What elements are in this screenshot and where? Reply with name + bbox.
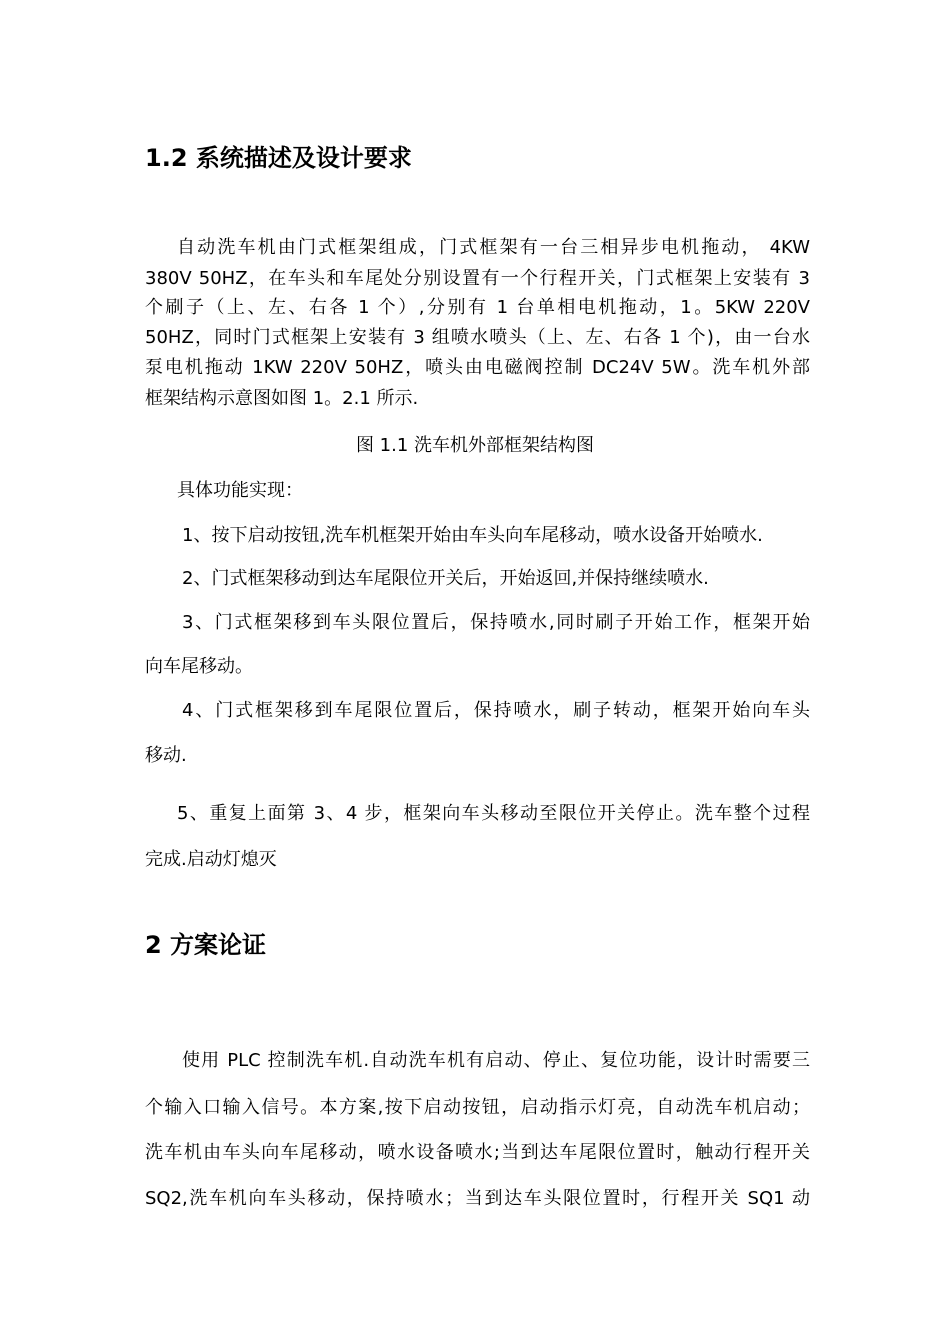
section-heading-2: 2 方案论证 [145, 931, 267, 959]
paragraph-line: 380V 50HZ，在车头和车尾处分别设置有一个行程开关，门式框架上安装有 3 [145, 268, 810, 289]
step-1: 1、按下启动按钮,洗车机框架开始由车头向车尾移动，喷水设备开始喷水. [182, 525, 763, 546]
step-4-line-1: 4、门式框架移到车尾限位置后，保持喷水，刷子转动，框架开始向车头 [182, 700, 810, 721]
paragraph-line: 自动洗车机由门式框架组成，门式框架有一台三相异步电机拖动， 4KW [177, 237, 810, 258]
paragraph-line: 框架结构示意图如图 1。2.1 所示. [145, 388, 419, 409]
step-2: 2、门式框架移动到达车尾限位开关后，开始返回,并保持继续喷水. [182, 568, 709, 589]
step-5-line-1: 5、重复上面第 3、4 步，框架向车头移动至限位开关停止。洗车整个过程 [177, 803, 810, 824]
figure-caption: 图 1.1 洗车机外部框架结构图 [355, 435, 595, 456]
step-4-line-2: 移动. [145, 745, 187, 766]
functions-title: 具体功能实现： [177, 480, 303, 501]
paragraph-line: 泵电机拖动 1KW 220V 50HZ，喷头由电磁阀控制 DC24V 5W。洗车机外部 [145, 357, 810, 378]
paragraph-line: 洗车机由车头向车尾移动，喷水设备喷水;当到达车尾限位置时，触动行程开关 [145, 1142, 810, 1163]
step-3-line-1: 3、门式框架移到车头限位置后，保持喷水,同时刷子开始工作，框架开始 [182, 612, 810, 633]
paragraph-line: 50HZ，同时门式框架上安装有 3 组喷水喷头（上、左、右各 1 个)，由一台水 [145, 327, 810, 348]
paragraph-line: 个输入口输入信号。本方案,按下启动按钮，启动指示灯亮，自动洗车机启动； [145, 1097, 810, 1118]
paragraph-line: 个刷子（上、左、右各 1 个）,分别有 1 台单相电机拖动，1。5KW 220V [145, 297, 810, 318]
step-5-line-2: 完成.启动灯熄灭 [145, 849, 277, 870]
paragraph-line: 使用 PLC 控制洗车机.自动洗车机有启动、停止、复位功能，设计时需要三 [182, 1050, 810, 1071]
paragraph-line: SQ2,洗车机向车头移动，保持喷水；当到达车头限位置时，行程开关 SQ1 动 [145, 1188, 810, 1209]
section-heading-1-2: 1.2 系统描述及设计要求 [145, 144, 412, 172]
step-3-line-2: 向车尾移动。 [145, 656, 253, 677]
